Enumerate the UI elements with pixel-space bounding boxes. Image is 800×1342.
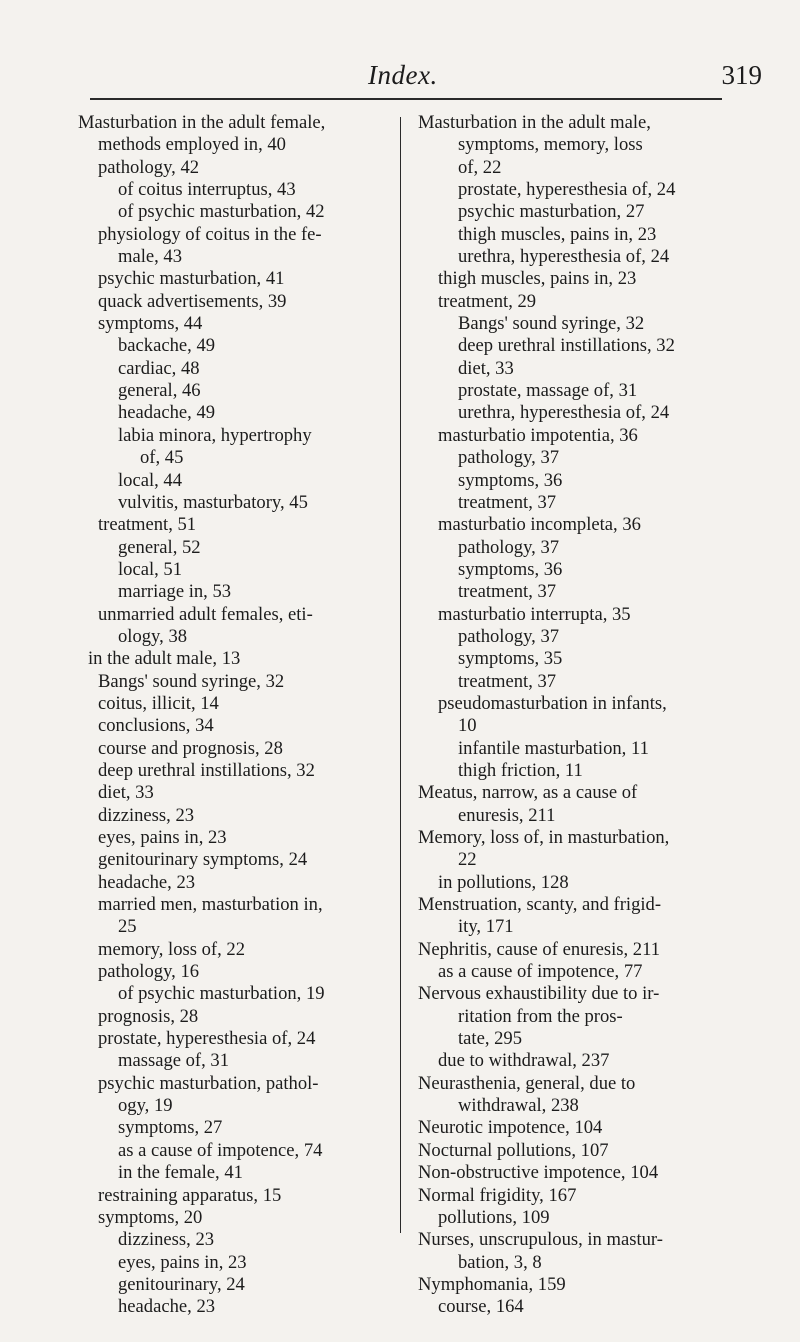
- index-column-right: [418, 112, 738, 1319]
- index-entry: methods employed in, 40: [98, 134, 286, 156]
- index-entry: of, 45: [140, 447, 184, 469]
- index-entry: Bangs' sound syringe, 32: [98, 670, 285, 692]
- index-entry: Nephritis, cause of enuresis, 211: [418, 938, 660, 960]
- index-entry: general, 52: [118, 536, 201, 558]
- index-entry: symptoms, 36: [458, 469, 563, 491]
- index-entry: of psychic masturbation, 42: [118, 201, 325, 223]
- index-entry: cardiac, 48: [118, 357, 200, 379]
- index-entry: pathology, 37: [458, 625, 560, 647]
- index-entry: treatment, 29: [438, 290, 537, 312]
- index-entry: symptoms, 36: [458, 558, 563, 580]
- index-entry: Masturbation in the adult female,: [78, 112, 326, 133]
- index-entry: symptoms, 44: [98, 313, 203, 335]
- index-entry: bation, 3, 8: [458, 1251, 542, 1273]
- index-entry: Menstruation, scanty, and frigid-: [418, 894, 662, 916]
- index-entry: quack advertisements, 39: [98, 290, 287, 312]
- index-entry: prostate, hyperesthesia of, 24: [458, 179, 676, 201]
- header-rule: [90, 98, 722, 100]
- index-entry: withdrawal, 238: [458, 1095, 579, 1117]
- index-entry: 22: [458, 849, 477, 871]
- index-entry: urethra, hyperesthesia of, 24: [458, 246, 670, 268]
- index-entry: treatment, 37: [458, 670, 557, 692]
- index-entry: married men, masturbation in,: [98, 894, 323, 916]
- index-entry: ritation from the pros-: [458, 1005, 623, 1027]
- index-entry: symptoms, 27: [118, 1117, 223, 1139]
- index-entry: tate, 295: [458, 1028, 523, 1050]
- index-entry: Meatus, narrow, as a cause of: [418, 782, 638, 804]
- index-entry: Neurasthenia, general, due to: [418, 1072, 636, 1094]
- index-entry: memory, loss of, 22: [98, 938, 246, 960]
- index-entry: prostate, massage of, 31: [458, 380, 638, 402]
- index-entry: in the adult male, 13: [88, 648, 241, 670]
- index-entry: Normal frigidity, 167: [418, 1184, 577, 1206]
- index-entry: ity, 171: [458, 916, 514, 938]
- index-entry: genitourinary symptoms, 24: [98, 849, 308, 871]
- index-entry: course and prognosis, 28: [98, 737, 283, 759]
- index-entry: due to withdrawal, 237: [438, 1050, 610, 1072]
- index-entry: genitourinary, 24: [118, 1273, 245, 1295]
- index-entry: headache, 23: [118, 1296, 216, 1318]
- index-entry: masturbatio impotentia, 36: [438, 424, 638, 446]
- index-entry: as a cause of impotence, 77: [438, 961, 643, 983]
- index-entry: general, 46: [118, 380, 201, 402]
- index-entry: prognosis, 28: [98, 1005, 199, 1027]
- index-entry: pathology, 37: [458, 536, 560, 558]
- index-entry: Masturbation in the adult male,: [418, 112, 651, 133]
- index-entry: deep urethral instillations, 32: [458, 335, 675, 357]
- index-entry: Nocturnal pollutions, 107: [418, 1139, 609, 1161]
- index-entry: massage of, 31: [118, 1050, 230, 1072]
- index-entry: Nervous exhaustibility due to ir-: [418, 983, 660, 1005]
- index-entry: masturbatio incompleta, 36: [438, 514, 641, 536]
- index-entry: 10: [458, 715, 477, 737]
- running-title: Index.: [368, 60, 438, 90]
- index-entry: eyes, pains in, 23: [98, 827, 227, 848]
- index-entry: treatment, 51: [98, 514, 197, 536]
- index-entry: headache, 49: [118, 402, 216, 424]
- running-head: [0, 60, 800, 100]
- index-entry: ogy, 19: [118, 1095, 173, 1117]
- index-entry: thigh friction, 11: [458, 759, 583, 781]
- column-divider: [400, 117, 401, 1233]
- index-entry: deep urethral instillations, 32: [98, 759, 315, 781]
- index-entry: Neurotic impotence, 104: [418, 1117, 603, 1139]
- index-entry: in pollutions, 128: [438, 871, 569, 893]
- index-entry: enuresis, 211: [458, 804, 556, 826]
- index-entry: urethra, hyperesthesia of, 24: [458, 402, 670, 424]
- index-entry: 25: [118, 916, 137, 938]
- index-entry: symptoms, 20: [98, 1206, 203, 1228]
- index-entry: male, 43: [118, 246, 183, 268]
- index-entry: marriage in, 53: [118, 581, 232, 603]
- index-entry: local, 44: [118, 469, 183, 491]
- index-entry: treatment, 37: [458, 491, 557, 513]
- index-entry: vulvitis, masturbatory, 45: [118, 491, 308, 513]
- index-entry: backache, 49: [118, 335, 216, 357]
- index-entry: thigh muscles, pains in, 23: [438, 268, 637, 290]
- page-number: 319: [721, 60, 762, 90]
- index-entry: eyes, pains in, 23: [118, 1251, 247, 1273]
- index-entry: masturbatio interrupta, 35: [438, 603, 631, 625]
- index-entry: physiology of coitus in the fe-: [98, 223, 322, 245]
- index-entry: labia minora, hypertrophy: [118, 424, 312, 446]
- index-entry: pollutions, 109: [438, 1206, 550, 1228]
- index-entry: pathology, 16: [98, 961, 200, 983]
- index-entry: of, 22: [458, 156, 502, 178]
- index-entry: dizziness, 23: [118, 1229, 215, 1251]
- index-entry: local, 51: [118, 558, 183, 580]
- index-entry: pseudomasturbation in infants,: [438, 692, 667, 714]
- index-entry: in the female, 41: [118, 1162, 243, 1184]
- index-entry: psychic masturbation, pathol-: [98, 1072, 319, 1094]
- index-entry: treatment, 37: [458, 581, 557, 603]
- index-entry: infantile masturbation, 11: [458, 737, 649, 759]
- index-entry: restraining apparatus, 15: [98, 1184, 282, 1206]
- index-entry: coitus, illicit, 14: [98, 692, 219, 714]
- index-entry: thigh muscles, pains in, 23: [458, 223, 657, 245]
- index-entry: diet, 33: [458, 357, 514, 379]
- index-entry: ology, 38: [118, 625, 188, 647]
- index-entry: psychic masturbation, 27: [458, 201, 645, 223]
- index-entry: dizziness, 23: [98, 804, 195, 826]
- index-entry: Nymphomania, 159: [418, 1273, 566, 1295]
- index-entry: prostate, hyperesthesia of, 24: [98, 1028, 316, 1050]
- index-entry: psychic masturbation, 41: [98, 268, 285, 290]
- index-column-left: [78, 112, 398, 1319]
- index-entry: Non-obstructive impotence, 104: [418, 1162, 659, 1184]
- index-entry: course, 164: [438, 1296, 524, 1318]
- index-entry: unmarried adult females, eti-: [98, 603, 313, 625]
- index-entry: Bangs' sound syringe, 32: [458, 313, 645, 335]
- index-entry: diet, 33: [98, 782, 154, 804]
- index-entry: headache, 23: [98, 871, 196, 893]
- index-entry: pathology, 37: [458, 447, 560, 469]
- index-entry: of psychic masturbation, 19: [118, 983, 325, 1005]
- index-entry: symptoms, memory, loss: [458, 134, 643, 156]
- index-entry: pathology, 42: [98, 156, 200, 178]
- index-entry: symptoms, 35: [458, 648, 563, 670]
- index-entry: Nurses, unscrupulous, in mastur-: [418, 1229, 663, 1251]
- index-entry: of coitus interruptus, 43: [118, 179, 296, 201]
- index-entry: as a cause of impotence, 74: [118, 1139, 323, 1161]
- index-entry: conclusions, 34: [98, 715, 214, 737]
- index-entry: Memory, loss of, in masturbation,: [418, 827, 670, 848]
